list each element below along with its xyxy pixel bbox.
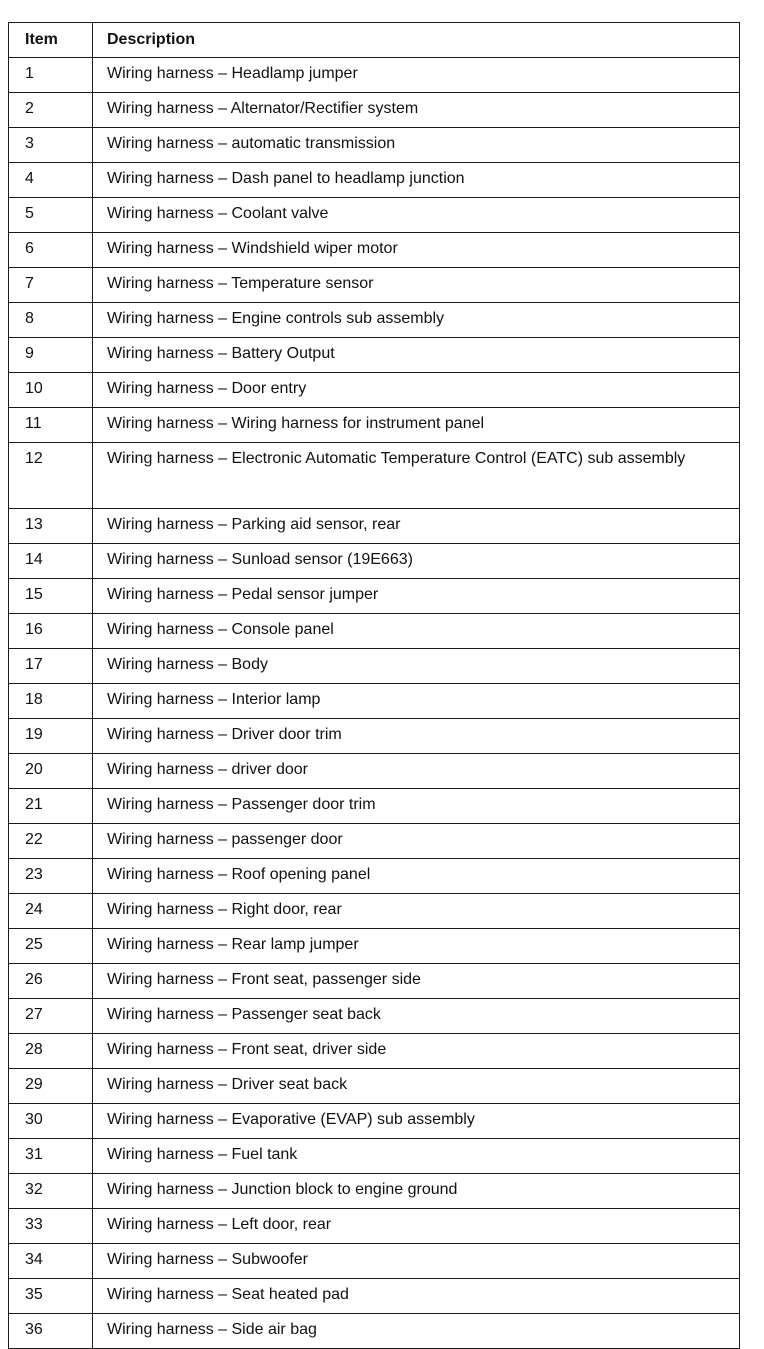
item-number-cell: 21 bbox=[9, 789, 93, 824]
table-row bbox=[9, 789, 740, 824]
description-cell: Wiring harness – Headlamp jumper bbox=[93, 58, 740, 93]
item-number-cell: 9 bbox=[9, 338, 93, 373]
table-row bbox=[9, 1279, 740, 1314]
table-body bbox=[9, 58, 740, 1349]
description-cell: Wiring harness – Electronic Automatic Temperature Control (EATC) sub assembly bbox=[93, 443, 740, 509]
table-row bbox=[9, 1244, 740, 1279]
description-cell: Wiring harness – Interior lamp bbox=[93, 684, 740, 719]
description-cell: Wiring harness – Door entry bbox=[93, 373, 740, 408]
item-number-cell: 16 bbox=[9, 614, 93, 649]
table-row bbox=[9, 824, 740, 859]
item-number-cell: 4 bbox=[9, 163, 93, 198]
description-cell: Wiring harness – Battery Output bbox=[93, 338, 740, 373]
table-row bbox=[9, 443, 740, 509]
description-cell: Wiring harness – Parking aid sensor, rear bbox=[93, 509, 740, 544]
table-row bbox=[9, 338, 740, 373]
table-row bbox=[9, 373, 740, 408]
table-header bbox=[9, 23, 740, 58]
description-cell: Wiring harness – Front seat, driver side bbox=[93, 1034, 740, 1069]
item-number-cell: 28 bbox=[9, 1034, 93, 1069]
description-cell: Wiring harness – Driver door trim bbox=[93, 719, 740, 754]
table-row bbox=[9, 1139, 740, 1174]
table-row bbox=[9, 999, 740, 1034]
item-number-cell: 6 bbox=[9, 233, 93, 268]
description-cell: Wiring harness – Junction block to engine ground bbox=[93, 1174, 740, 1209]
item-number-cell: 33 bbox=[9, 1209, 93, 1244]
header-row bbox=[9, 23, 740, 58]
description-cell: Wiring harness – Passenger door trim bbox=[93, 789, 740, 824]
description-cell: Wiring harness – Roof opening panel bbox=[93, 859, 740, 894]
item-number-cell: 14 bbox=[9, 544, 93, 579]
item-number-cell: 13 bbox=[9, 509, 93, 544]
description-cell: Wiring harness – Fuel tank bbox=[93, 1139, 740, 1174]
item-number-cell: 32 bbox=[9, 1174, 93, 1209]
table-row bbox=[9, 859, 740, 894]
item-number-cell: 20 bbox=[9, 754, 93, 789]
description-cell: Wiring harness – Coolant valve bbox=[93, 198, 740, 233]
table-row bbox=[9, 198, 740, 233]
description-cell: Wiring harness – Body bbox=[93, 649, 740, 684]
table-row bbox=[9, 894, 740, 929]
item-number-cell: 35 bbox=[9, 1279, 93, 1314]
item-number-cell: 23 bbox=[9, 859, 93, 894]
table-row bbox=[9, 929, 740, 964]
table-row bbox=[9, 579, 740, 614]
item-number-cell: 12 bbox=[9, 443, 93, 509]
item-number-cell: 7 bbox=[9, 268, 93, 303]
description-cell: Wiring harness – Front seat, passenger side bbox=[93, 964, 740, 999]
table-row bbox=[9, 93, 740, 128]
description-cell: Wiring harness – Passenger seat back bbox=[93, 999, 740, 1034]
table-row bbox=[9, 58, 740, 93]
table-row bbox=[9, 1034, 740, 1069]
description-cell: Wiring harness – Subwoofer bbox=[93, 1244, 740, 1279]
description-cell: Wiring harness – Pedal sensor jumper bbox=[93, 579, 740, 614]
item-number-cell: 17 bbox=[9, 649, 93, 684]
description-cell: Wiring harness – Alternator/Rectifier system bbox=[93, 93, 740, 128]
item-number-cell: 15 bbox=[9, 579, 93, 614]
description-cell: Wiring harness – Driver seat back bbox=[93, 1069, 740, 1104]
item-number-cell: 29 bbox=[9, 1069, 93, 1104]
description-cell: Wiring harness – Rear lamp jumper bbox=[93, 929, 740, 964]
description-cell: Wiring harness – automatic transmission bbox=[93, 128, 740, 163]
description-cell: Wiring harness – Left door, rear bbox=[93, 1209, 740, 1244]
item-number-cell: 5 bbox=[9, 198, 93, 233]
item-number-cell: 36 bbox=[9, 1314, 93, 1349]
item-number-cell: 2 bbox=[9, 93, 93, 128]
description-cell: Wiring harness – Temperature sensor bbox=[93, 268, 740, 303]
item-number-cell: 3 bbox=[9, 128, 93, 163]
table-row bbox=[9, 544, 740, 579]
table-row bbox=[9, 233, 740, 268]
item-number-cell: 19 bbox=[9, 719, 93, 754]
table-row bbox=[9, 1069, 740, 1104]
description-cell: Wiring harness – Console panel bbox=[93, 614, 740, 649]
table-row bbox=[9, 614, 740, 649]
description-cell: Wiring harness – Evaporative (EVAP) sub assembly bbox=[93, 1104, 740, 1139]
description-cell: Wiring harness – passenger door bbox=[93, 824, 740, 859]
table-row bbox=[9, 268, 740, 303]
item-number-cell: 34 bbox=[9, 1244, 93, 1279]
table-row bbox=[9, 163, 740, 198]
item-number-cell: 22 bbox=[9, 824, 93, 859]
item-number-cell: 26 bbox=[9, 964, 93, 999]
item-number-cell: 8 bbox=[9, 303, 93, 338]
table-row bbox=[9, 964, 740, 999]
description-cell: Wiring harness – Seat heated pad bbox=[93, 1279, 740, 1314]
table-row bbox=[9, 1174, 740, 1209]
description-column-header: Description bbox=[93, 23, 740, 58]
table-row bbox=[9, 1104, 740, 1139]
description-cell: Wiring harness – Dash panel to headlamp junction bbox=[93, 163, 740, 198]
description-cell: Wiring harness – Windshield wiper motor bbox=[93, 233, 740, 268]
item-number-cell: 1 bbox=[9, 58, 93, 93]
table-row bbox=[9, 128, 740, 163]
item-number-cell: 24 bbox=[9, 894, 93, 929]
table-row bbox=[9, 684, 740, 719]
item-number-cell: 31 bbox=[9, 1139, 93, 1174]
description-cell: Wiring harness – Sunload sensor (19E663) bbox=[93, 544, 740, 579]
item-number-cell: 30 bbox=[9, 1104, 93, 1139]
table-row bbox=[9, 408, 740, 443]
description-cell: Wiring harness – Engine controls sub assembly bbox=[93, 303, 740, 338]
table-row bbox=[9, 754, 740, 789]
table-row bbox=[9, 303, 740, 338]
table-row bbox=[9, 649, 740, 684]
item-column-header: Item bbox=[9, 23, 93, 58]
table-row bbox=[9, 1209, 740, 1244]
description-cell: Wiring harness – Wiring harness for instrument panel bbox=[93, 408, 740, 443]
table-row bbox=[9, 509, 740, 544]
item-number-cell: 10 bbox=[9, 373, 93, 408]
item-number-cell: 11 bbox=[9, 408, 93, 443]
item-number-cell: 25 bbox=[9, 929, 93, 964]
item-number-cell: 18 bbox=[9, 684, 93, 719]
table-row bbox=[9, 1314, 740, 1349]
description-cell: Wiring harness – Right door, rear bbox=[93, 894, 740, 929]
parts-table bbox=[8, 22, 740, 1349]
table-row bbox=[9, 719, 740, 754]
item-number-cell: 27 bbox=[9, 999, 93, 1034]
description-cell: Wiring harness – Side air bag bbox=[93, 1314, 740, 1349]
description-cell: Wiring harness – driver door bbox=[93, 754, 740, 789]
